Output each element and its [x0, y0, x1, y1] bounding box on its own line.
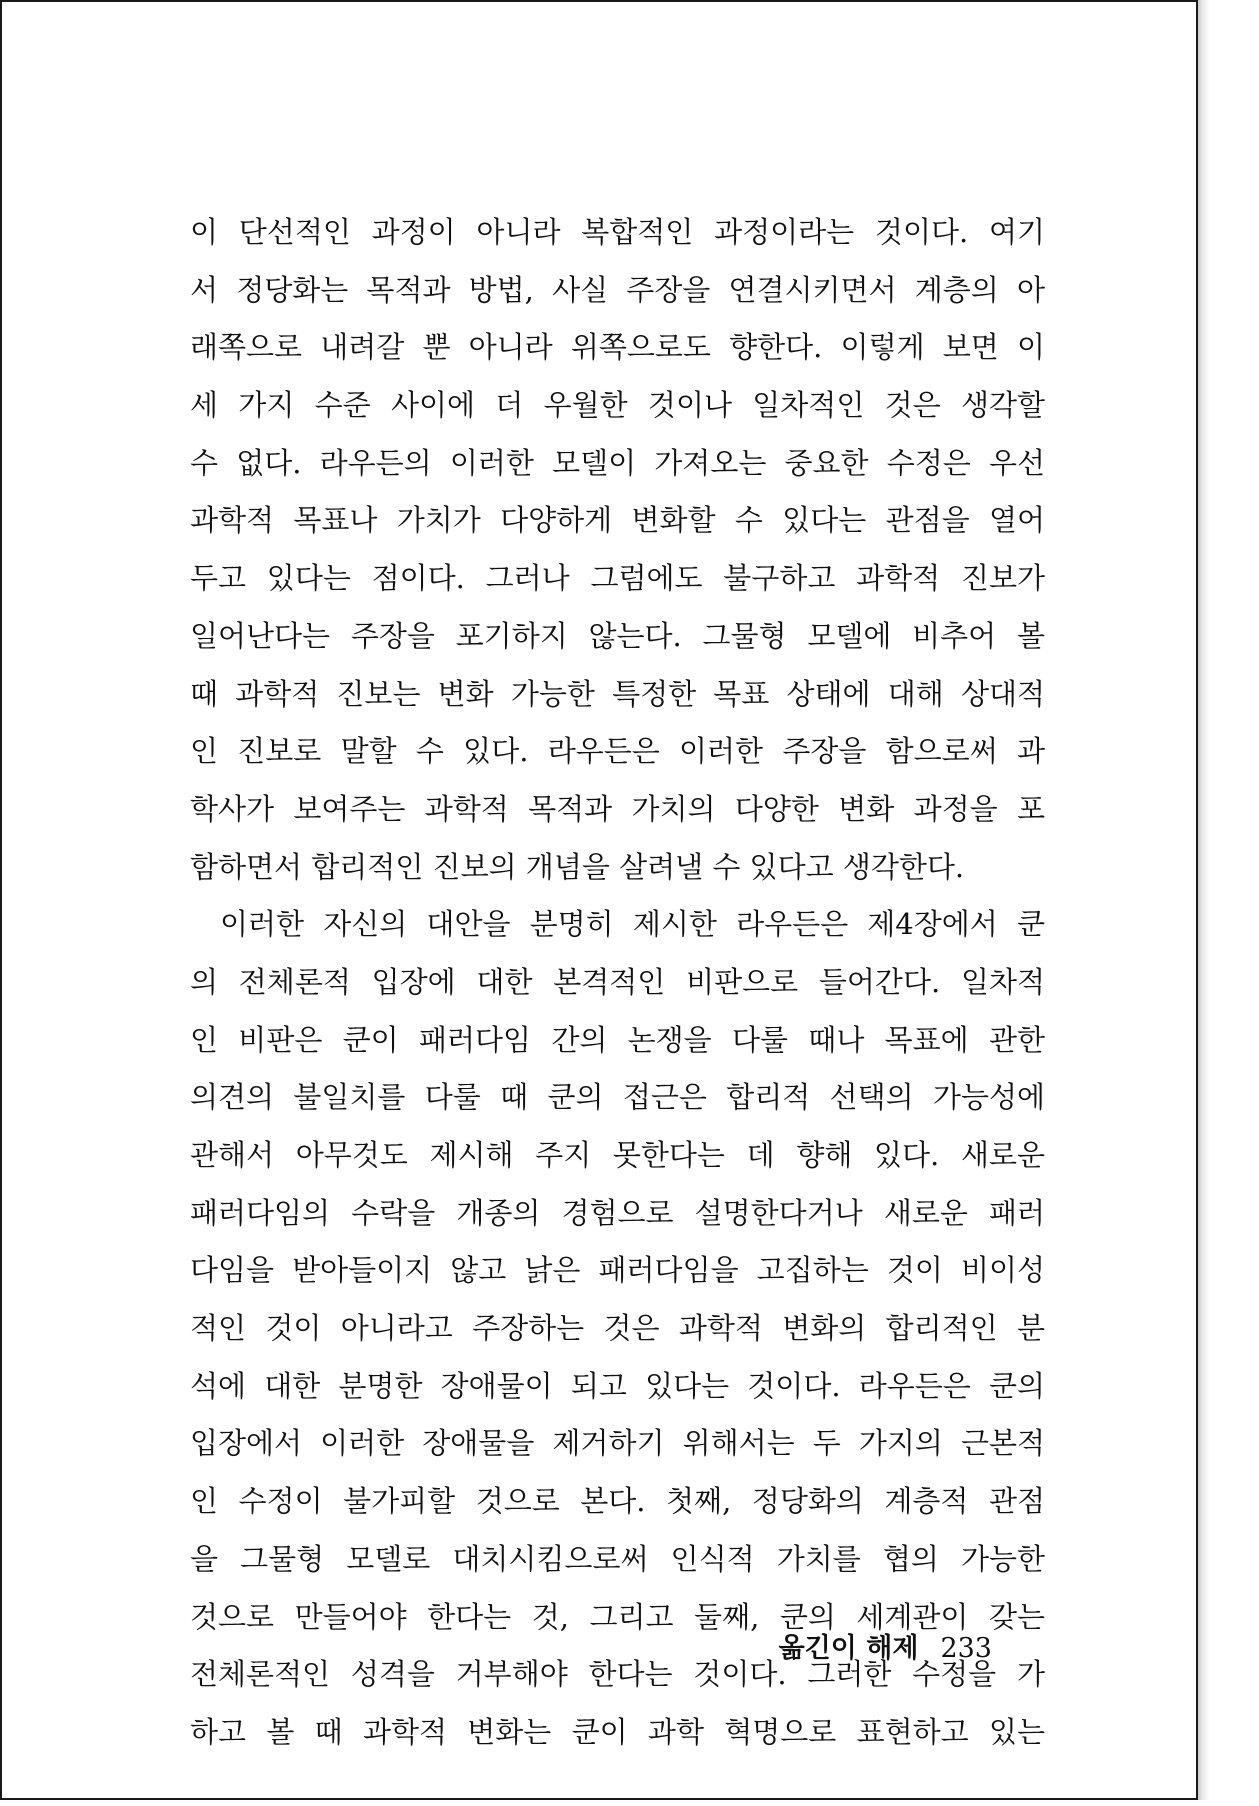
text-line: 전체론적인 성격을 거부해야 한다는 것이다. 그러한 수정을 가 — [190, 1657, 1045, 1692]
text-line: 함하면서 합리적인 진보의 개념을 살려낼 수 있다고 생각한다. — [190, 849, 965, 884]
text-line: 을 그물형 모델로 대치시킴으로써 인식적 가치를 협의 가능한 — [190, 1541, 1045, 1576]
text-line: 것으로 만들어야 한다는 것, 그리고 둘째, 쿤의 세계관이 갖는 — [190, 1599, 1045, 1634]
text-line: 서 정당화는 목적과 방법, 사실 주장을 연결시키면서 계층의 아 — [190, 272, 1045, 307]
text-line: 의 전체론적 입장에 대한 본격적인 비판으로 들어간다. 일차적 — [190, 964, 1045, 999]
text-line: 다임을 받아들이지 않고 낡은 패러다임을 고집하는 것이 비이성 — [190, 1253, 1045, 1288]
text-line: 이러한 자신의 대안을 분명히 제시한 라우든은 제4장에서 쿤 — [220, 907, 1045, 942]
text-line: 패러다임의 수락을 개종의 경험으로 설명한다거나 새로운 패러 — [190, 1195, 1045, 1230]
text-line: 일어난다는 주장을 포기하지 않는다. 그물형 모델에 비추어 볼 — [190, 618, 1045, 653]
text-line: 학사가 보여주는 과학적 목적과 가치의 다양한 변화 과정을 포 — [190, 791, 1045, 826]
text-line: 수 없다. 라우든의 이러한 모델이 가져오는 중요한 수정은 우선 — [190, 445, 1045, 480]
text-line: 하고 볼 때 과학적 변화는 쿤이 과학 혁명으로 표현하고 있는 — [190, 1714, 1045, 1749]
text-line: 래쪽으로 내려갈 뿐 아니라 위쪽으로도 향한다. 이렇게 보면 이 — [190, 330, 1045, 365]
text-line: 인 수정이 불가피할 것으로 본다. 첫째, 정당화의 계층적 관점 — [190, 1484, 1045, 1519]
body-text — [190, 204, 1045, 1762]
text-line: 두고 있다는 점이다. 그러나 그럼에도 불구하고 과학적 진보가 — [190, 561, 1045, 596]
paragraph — [190, 204, 1045, 896]
running-footer-title: 옮긴이 해제 — [778, 1633, 919, 1664]
page-footer — [779, 1626, 992, 1665]
text-line: 인 진보로 말할 수 있다. 라우든은 이러한 주장을 함으로써 과 — [190, 734, 1045, 769]
text-line: 때 과학적 진보는 변화 가능한 특정한 목표 상태에 대해 상대적 — [190, 676, 1045, 711]
text-line: 적인 것이 아니라고 주장하는 것은 과학적 변화의 합리적인 분 — [190, 1311, 1045, 1346]
text-line: 세 가지 수준 사이에 더 우월한 것이나 일차적인 것은 생각할 — [190, 388, 1045, 423]
page-number: 233 — [940, 1633, 992, 1664]
text-line: 관해서 아무것도 제시해 주지 못한다는 데 향해 있다. 새로운 — [190, 1138, 1045, 1172]
text-line: 과학적 목표나 가치가 다양하게 변화할 수 있다는 관점을 열어 — [190, 503, 1045, 538]
text-line: 인 비판은 쿤이 패러다임 간의 논쟁을 다룰 때나 목표에 관한 — [190, 1022, 1045, 1057]
text-line: 입장에서 이러한 장애물을 제거하기 위해서는 두 가지의 근본적 — [190, 1426, 1045, 1461]
text-line: 의견의 불일치를 다룰 때 쿤의 접근은 합리적 선택의 가능성에 — [190, 1080, 1045, 1115]
text-line: 석에 대한 분명한 장애물이 되고 있다는 것이다. 라우든은 쿤의 — [190, 1368, 1045, 1403]
text-line: 이 단선적인 과정이 아니라 복합적인 과정이라는 것이다. 여기 — [190, 215, 1045, 249]
page-edge-shadow — [1198, 0, 1210, 1800]
